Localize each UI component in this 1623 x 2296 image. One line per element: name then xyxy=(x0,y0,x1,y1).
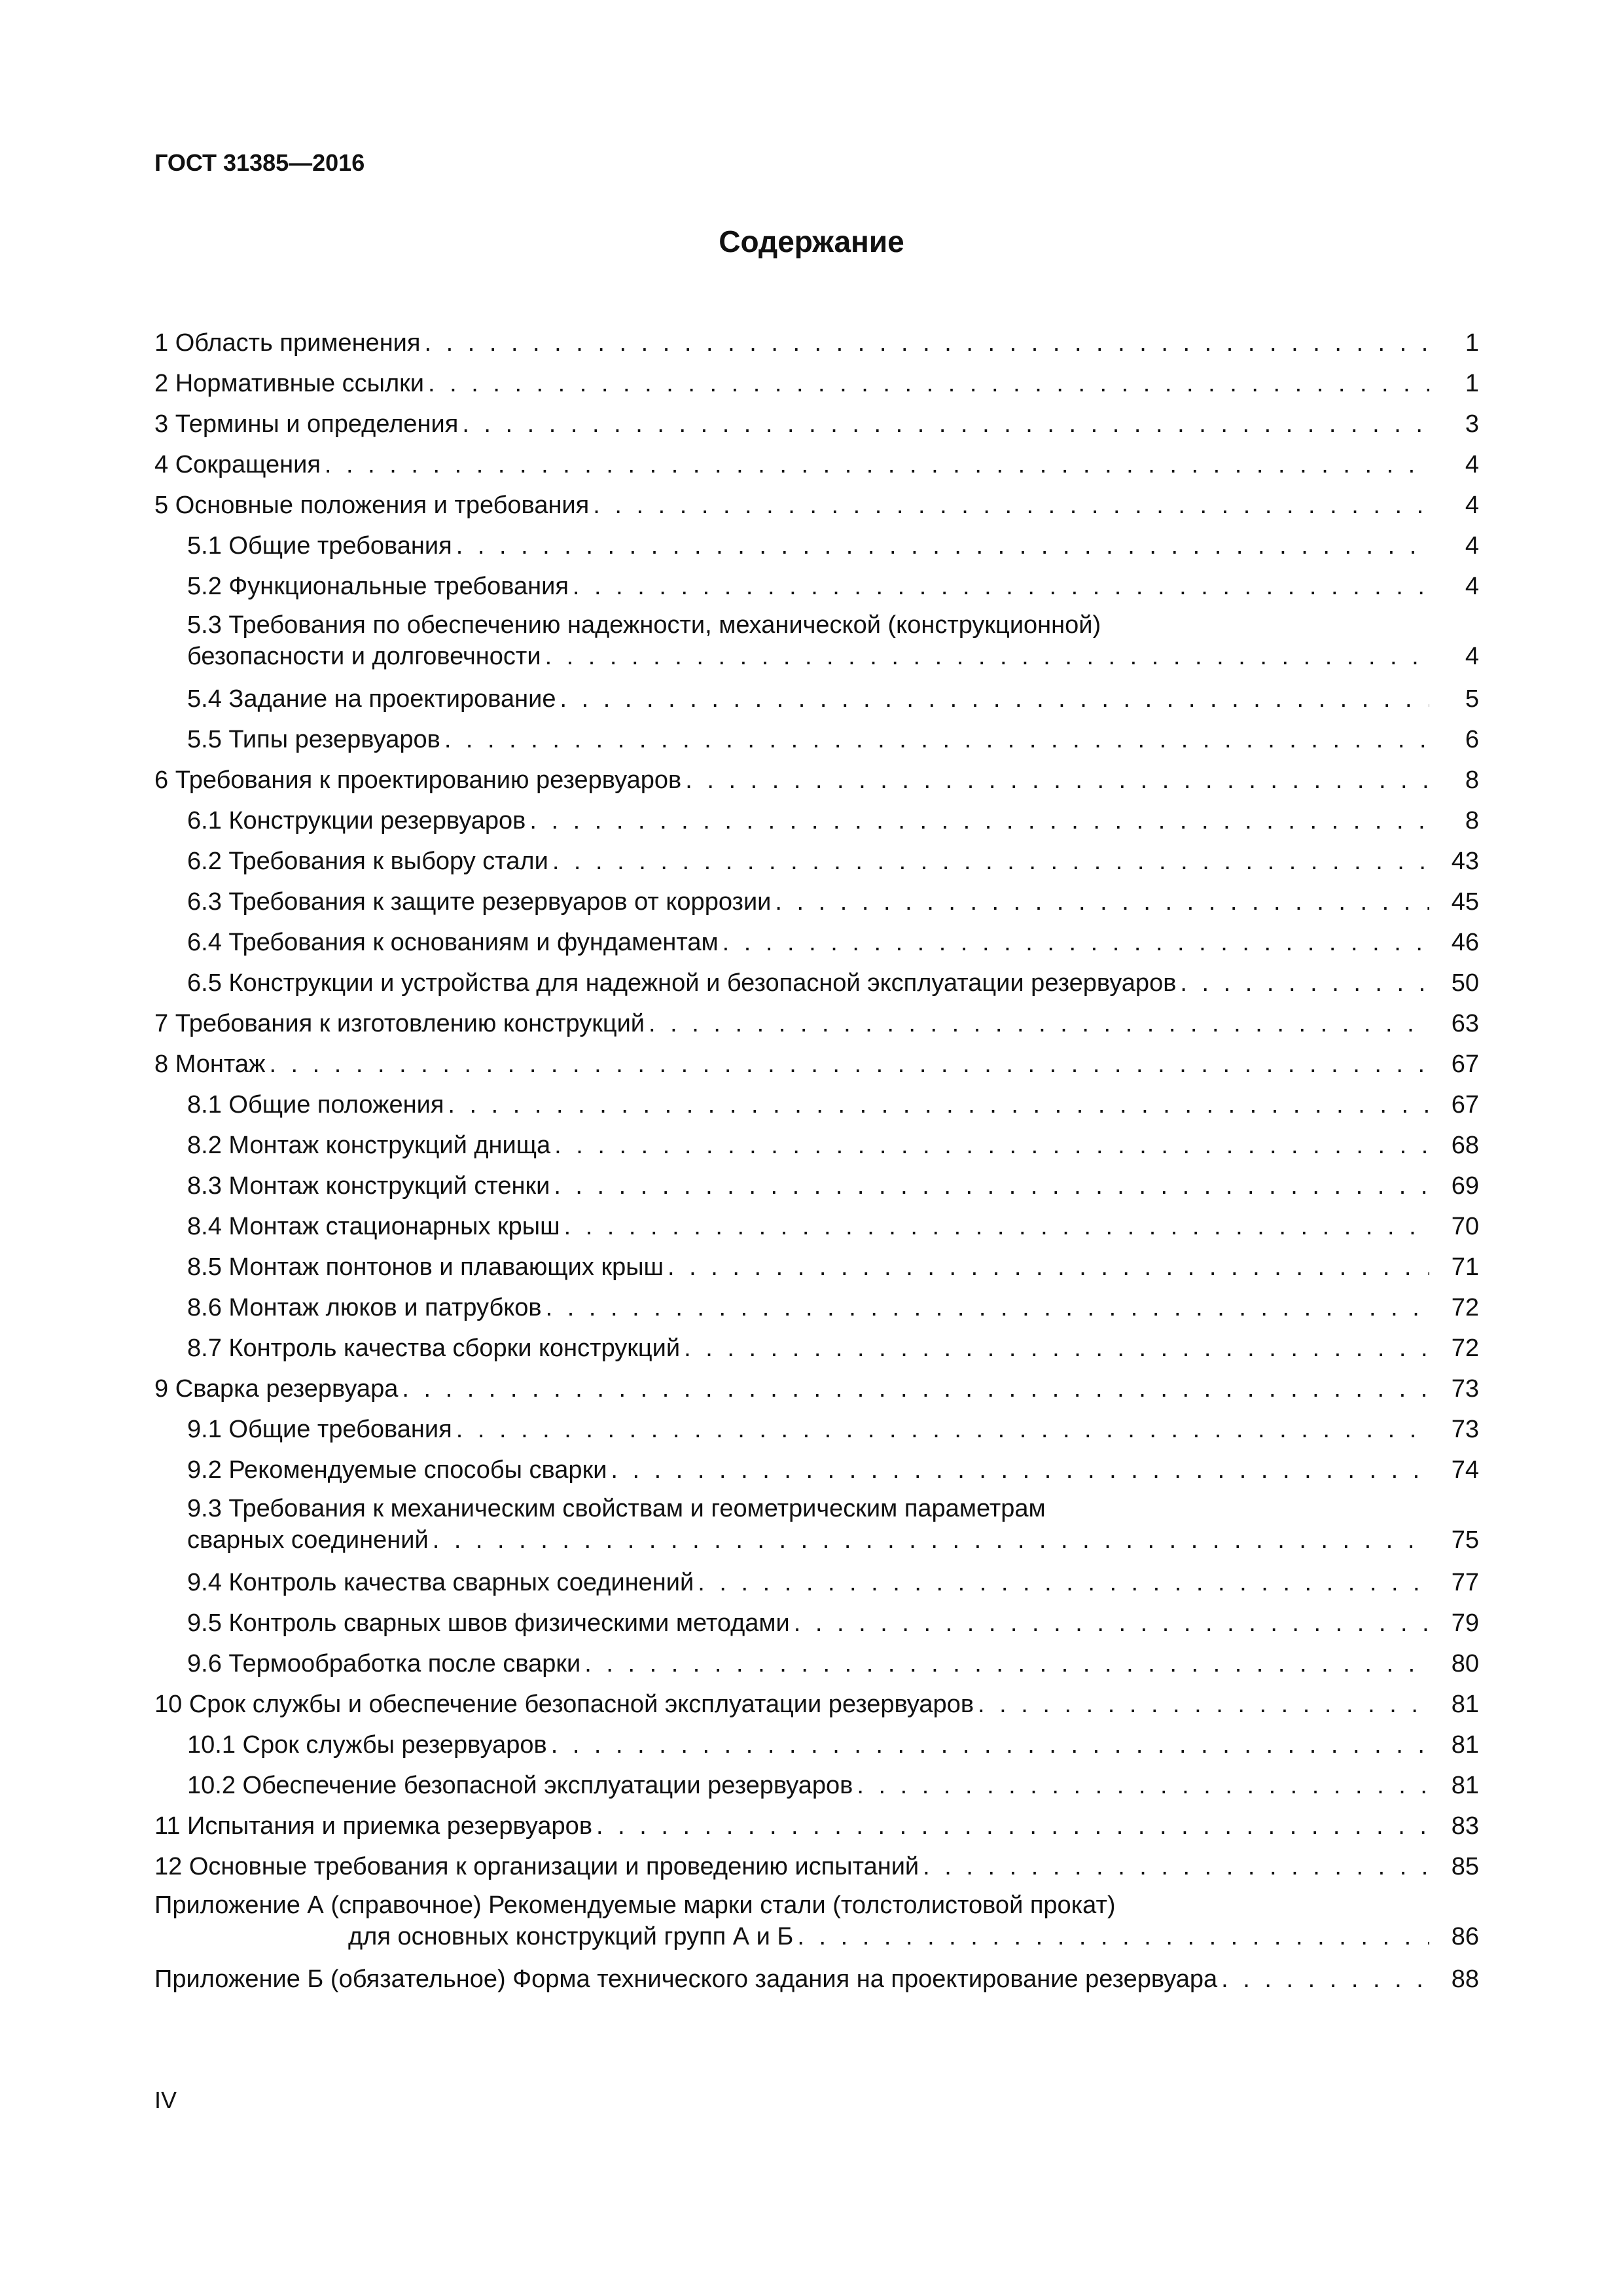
toc-entry-label: 10.2 Обеспечение безопасной эксплуатации резервуаров xyxy=(187,1772,853,1799)
dot-leader xyxy=(573,566,1429,607)
toc-appendix-entry[interactable] xyxy=(154,1887,1479,1959)
toc-entry[interactable] xyxy=(154,1684,1479,1725)
toc-subentry[interactable] xyxy=(154,1562,1479,1603)
toc-subentry[interactable] xyxy=(154,1643,1479,1684)
toc-subentry[interactable] xyxy=(154,679,1479,719)
toc-entry-label: 9.2 Рекомендуемые способы сварки xyxy=(187,1456,607,1484)
toc-entry[interactable] xyxy=(154,323,1479,363)
toc-entry-label: 9.3 Требования к механическим свойствам и геометрическим параметрам xyxy=(187,1495,1046,1522)
toc-subentry[interactable] xyxy=(154,1328,1479,1369)
toc-subentry[interactable] xyxy=(154,1247,1479,1287)
toc-entry-label: Приложение А (справочное) Рекомендуемые марки стали (толстолистовой прокат) xyxy=(154,1892,1116,1919)
toc-entry-page: 73 xyxy=(1451,1375,1479,1403)
toc-entry-label: 10 Срок службы и обеспечение безопасной эксплуатации резервуаров xyxy=(154,1691,974,1718)
toc-subentry[interactable] xyxy=(154,566,1479,607)
toc-entry-page: 72 xyxy=(1451,1335,1479,1362)
toc-entry-page: 72 xyxy=(1451,1294,1479,1321)
dot-leader xyxy=(448,1085,1429,1125)
toc-entry[interactable] xyxy=(154,485,1479,526)
dot-leader xyxy=(456,526,1429,566)
toc-entry[interactable] xyxy=(154,1044,1479,1085)
toc-entry-label: 1 Область применения xyxy=(154,329,421,357)
toc-entry-page: 86 xyxy=(1451,1923,1479,1950)
dot-leader xyxy=(552,841,1429,882)
toc-entry-label: 6.2 Требования к выбору стали xyxy=(187,848,548,875)
page-title: Содержание xyxy=(719,224,904,259)
toc-entry-label: 5 Основные положения и требования xyxy=(154,492,590,519)
dot-leader xyxy=(529,800,1429,841)
toc-entry-page: 67 xyxy=(1451,1050,1479,1078)
toc-subentry[interactable] xyxy=(154,800,1479,841)
toc-entry-page: 5 xyxy=(1465,685,1479,713)
toc-entry-page: 68 xyxy=(1451,1132,1479,1159)
toc-entry-label: 9.5 Контроль сварных швов физическими методами xyxy=(187,1609,790,1637)
dot-leader xyxy=(684,1328,1429,1369)
toc-entry[interactable] xyxy=(154,760,1479,800)
toc-entry-label: 11 Испытания и приемка резервуаров xyxy=(154,1812,593,1840)
dot-leader xyxy=(797,1921,1429,1952)
toc-subentry[interactable] xyxy=(154,526,1479,566)
toc-entry-label: 8.4 Монтаж стационарных крыш xyxy=(187,1213,560,1240)
toc-entry-label: 8.3 Монтаж конструкций стенки xyxy=(187,1172,550,1200)
toc-subentry[interactable] xyxy=(154,1725,1479,1765)
toc-entry-page: 50 xyxy=(1451,969,1479,997)
toc-entry-label: 8.5 Монтаж понтонов и плавающих крыш xyxy=(187,1253,664,1281)
toc-entry-label: 5.2 Функциональные требования xyxy=(187,573,569,600)
toc-entry-label: 6.5 Конструкции и устройства для надежной и безопасной эксплуатации резервуаров xyxy=(187,969,1177,997)
toc-entry-page: 81 xyxy=(1451,1731,1479,1759)
toc-entry-page: 3 xyxy=(1465,410,1479,438)
toc-subentry[interactable] xyxy=(154,882,1479,922)
dot-leader xyxy=(428,363,1429,404)
toc-entry-page: 88 xyxy=(1451,1965,1479,1993)
dot-leader xyxy=(554,1166,1429,1206)
toc-entry-label: 8 Монтаж xyxy=(154,1050,266,1078)
toc-entry-page: 74 xyxy=(1451,1456,1479,1484)
toc-entry-page: 79 xyxy=(1451,1609,1479,1637)
toc-entry-label: 3 Термины и определения xyxy=(154,410,459,438)
dot-leader xyxy=(722,922,1429,963)
dot-leader xyxy=(857,1765,1429,1806)
document-code: ГОСТ 31385—2016 xyxy=(154,149,365,176)
toc-entry-page: 70 xyxy=(1451,1213,1479,1240)
toc-subentry[interactable] xyxy=(154,1085,1479,1125)
toc-subentry[interactable] xyxy=(154,1125,1479,1166)
dot-leader xyxy=(456,1409,1429,1450)
page-number: IV xyxy=(154,2087,177,2113)
toc-entry-label: 5.1 Общие требования xyxy=(187,532,452,560)
toc-subentry[interactable] xyxy=(154,719,1479,760)
toc-entry-label: 6 Требования к проектированию резервуаров xyxy=(154,766,682,794)
toc-entry-label: 6.3 Требования к защите резервуаров от коррозии xyxy=(187,888,772,916)
toc-subentry[interactable] xyxy=(154,1765,1479,1806)
dot-leader xyxy=(978,1684,1429,1725)
toc-appendix-entry[interactable] xyxy=(154,1959,1479,2000)
toc-entry-label-continued: безопасности и долговечности xyxy=(187,643,541,670)
toc-entry-page: 73 xyxy=(1451,1416,1479,1443)
dot-leader xyxy=(545,641,1429,672)
toc-subentry[interactable] xyxy=(154,607,1479,679)
dot-leader xyxy=(611,1450,1429,1490)
toc-entry-page: 46 xyxy=(1451,929,1479,956)
dot-leader xyxy=(424,323,1429,363)
toc-entry-page: 1 xyxy=(1465,370,1479,397)
toc-entry-page: 4 xyxy=(1465,492,1479,519)
toc-entry-page: 43 xyxy=(1451,848,1479,875)
toc-subentry[interactable] xyxy=(154,1603,1479,1643)
toc-entry-page: 75 xyxy=(1451,1526,1479,1554)
dot-leader xyxy=(546,1287,1429,1328)
toc-entry-label: 10.1 Срок службы резервуаров xyxy=(187,1731,547,1759)
toc-entry-label: 9.1 Общие требования xyxy=(187,1416,452,1443)
toc-entry-page: 4 xyxy=(1465,451,1479,478)
toc-entry-page: 67 xyxy=(1451,1091,1479,1119)
dot-leader xyxy=(668,1247,1429,1287)
toc-entry-page: 69 xyxy=(1451,1172,1479,1200)
dot-leader xyxy=(564,1206,1429,1247)
toc-entry-label: 7 Требования к изготовлению конструкций xyxy=(154,1010,645,1037)
dot-leader xyxy=(923,1846,1429,1887)
toc-entry-label: Приложение Б (обязательное) Форма технического задания на проектирование резервуара xyxy=(154,1965,1218,1993)
toc-subentry[interactable] xyxy=(154,922,1479,963)
toc-subentry[interactable] xyxy=(154,1287,1479,1328)
toc-entry-label: 2 Нормативные ссылки xyxy=(154,370,424,397)
dot-leader xyxy=(775,882,1429,922)
dot-leader xyxy=(433,1524,1429,1556)
toc-subentry[interactable] xyxy=(154,963,1479,1003)
toc-entry[interactable] xyxy=(154,444,1479,485)
toc-entry-label: 12 Основные требования к организации и проведению испытаний xyxy=(154,1853,919,1880)
dot-leader xyxy=(560,679,1429,719)
toc-entry[interactable] xyxy=(154,1846,1479,1887)
toc-entry-page: 71 xyxy=(1451,1253,1479,1281)
dot-leader xyxy=(551,1725,1429,1765)
toc-subentry[interactable] xyxy=(154,841,1479,882)
toc-entry-page: 81 xyxy=(1451,1691,1479,1718)
dot-leader xyxy=(554,1125,1429,1166)
dot-leader xyxy=(1221,1959,1429,2000)
toc-entry-label: 6.4 Требования к основаниям и фундаментам xyxy=(187,929,719,956)
toc-subentry[interactable] xyxy=(154,1490,1479,1562)
toc-entry-page: 8 xyxy=(1465,766,1479,794)
dot-leader xyxy=(685,760,1429,800)
toc-entry-label: 5.5 Типы резервуаров xyxy=(187,726,440,753)
toc-entry-page: 80 xyxy=(1451,1650,1479,1677)
toc-subentry[interactable] xyxy=(154,1450,1479,1490)
toc-entry-label: 8.1 Общие положения xyxy=(187,1091,444,1119)
toc-entry-page: 4 xyxy=(1465,573,1479,600)
toc-entry-page: 77 xyxy=(1451,1569,1479,1596)
toc-entry-label: 6.1 Конструкции резервуаров xyxy=(187,807,526,834)
toc-entry-page: 81 xyxy=(1451,1772,1479,1799)
toc-entry-label: 9.6 Термообработка после сварки xyxy=(187,1650,581,1677)
toc-entry-page: 8 xyxy=(1465,807,1479,834)
toc-entry[interactable] xyxy=(154,363,1479,404)
dot-leader xyxy=(269,1044,1429,1085)
toc-entry-label-continued: для основных конструкций групп А и Б xyxy=(348,1923,794,1950)
toc-entry[interactable] xyxy=(154,1369,1479,1409)
toc-entry[interactable] xyxy=(154,1003,1479,1044)
toc-entry-page: 63 xyxy=(1451,1010,1479,1037)
toc-entry-label: 5.3 Требования по обеспечению надежности, механической (конструкционной) xyxy=(187,611,1101,639)
toc-entry[interactable] xyxy=(154,404,1479,444)
toc-subentry[interactable] xyxy=(154,1409,1479,1450)
dot-leader xyxy=(444,719,1429,760)
toc-entry-label: 8.7 Контроль качества сборки конструкций xyxy=(187,1335,681,1362)
toc-entry[interactable] xyxy=(154,1806,1479,1846)
toc-entry-label: 8.6 Монтаж люков и патрубков xyxy=(187,1294,542,1321)
toc-subentry[interactable] xyxy=(154,1206,1479,1247)
toc-entry-page: 85 xyxy=(1451,1853,1479,1880)
dot-leader xyxy=(596,1806,1429,1846)
toc-entry-page: 45 xyxy=(1451,888,1479,916)
dot-leader xyxy=(325,444,1429,485)
dot-leader xyxy=(462,404,1429,444)
toc-entry-page: 4 xyxy=(1465,643,1479,670)
toc-entry-label: 9.4 Контроль качества сварных соединений xyxy=(187,1569,694,1596)
dot-leader xyxy=(698,1562,1429,1603)
toc-entry-page: 4 xyxy=(1465,532,1479,560)
dot-leader xyxy=(794,1603,1429,1643)
toc-entry-label: 4 Сокращения xyxy=(154,451,321,478)
dot-leader xyxy=(1180,963,1429,1003)
dot-leader xyxy=(593,485,1429,526)
dot-leader xyxy=(584,1643,1429,1684)
toc-subentry[interactable] xyxy=(154,1166,1479,1206)
table-of-contents xyxy=(154,323,1479,2000)
toc-entry-label: 8.2 Монтаж конструкций днища xyxy=(187,1132,551,1159)
dot-leader xyxy=(649,1003,1429,1044)
toc-entry-page: 1 xyxy=(1465,329,1479,357)
toc-entry-label: 5.4 Задание на проектирование xyxy=(187,685,556,713)
toc-entry-page: 83 xyxy=(1451,1812,1479,1840)
dot-leader xyxy=(402,1369,1429,1409)
toc-entry-label: 9 Сварка резервуара xyxy=(154,1375,399,1403)
toc-entry-page: 6 xyxy=(1465,726,1479,753)
toc-entry-label-continued: сварных соединений xyxy=(187,1526,429,1554)
